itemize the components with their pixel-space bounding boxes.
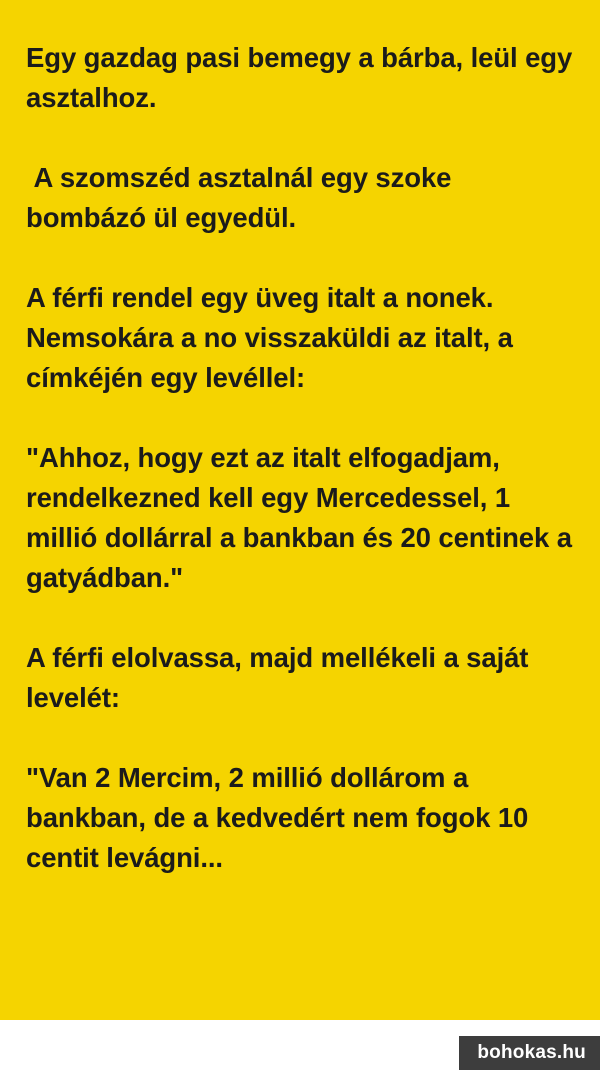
site-watermark: bohokas.hu	[459, 1036, 600, 1070]
joke-body-text: Egy gazdag pasi bemegy a bárba, leül egy asztalhoz. A szomszéd asztalnál egy szoke bombázó ül egyedül. A férfi rendel egy üveg italt a nonek. Nemsokára a no visszaküldi az italt, a címkéjén egy levéllel: "Ahhoz, hogy ezt az italt elfogadjam, rendelkezned kell egy Mercedessel, 1 millió dollárral a bankban és 20 centinek a gatyádban." A férfi elolvassa, majd mellékeli a saját levelét: "Van 2 Mercim, 2 millió dollárom a bankban, de a kedvedért nem fogok 10 centit levágni...	[26, 42, 573, 873]
footer-bar	[0, 1020, 600, 1070]
